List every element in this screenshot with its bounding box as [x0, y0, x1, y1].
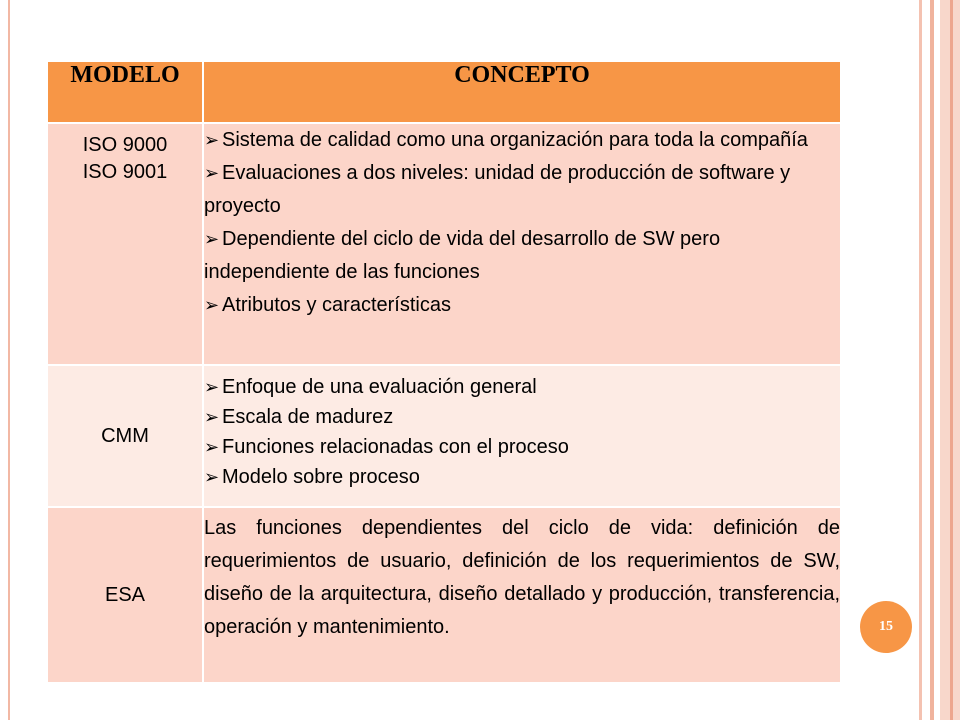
bullet-text: Escala de madurez — [222, 406, 394, 428]
slide-right-border-line — [950, 0, 953, 720]
arrowhead-bullet-icon: ➢ — [204, 295, 220, 315]
model-cell — [47, 507, 203, 683]
model-name: ISO 9001 — [82, 161, 168, 183]
arrowhead-bullet-icon: ➢ — [204, 163, 220, 183]
arrowhead-bullet-icon: ➢ — [204, 377, 220, 397]
list-item — [204, 372, 840, 402]
arrowhead-bullet-icon: ➢ — [204, 407, 220, 427]
model-name: ESA — [104, 583, 146, 606]
arrowhead-bullet-icon: ➢ — [204, 130, 220, 150]
list-item — [204, 289, 840, 322]
page-number-badge: 15 — [860, 601, 912, 653]
concept-cell — [203, 123, 841, 365]
list-item — [204, 432, 840, 462]
table-header-row — [47, 61, 841, 123]
table-row — [47, 123, 841, 365]
bullet-text: Sistema de calidad como una organización para toda la compañía — [222, 129, 808, 151]
bullet-text: Atributos y características — [222, 294, 451, 316]
models-table — [46, 60, 842, 684]
list-item — [204, 124, 840, 157]
concept-list — [204, 124, 840, 322]
bullet-text: Funciones relacionadas con el proceso — [222, 436, 569, 458]
list-item — [204, 157, 840, 223]
bullet-text: Evaluaciones a dos niveles: unidad de producción de software y proyecto — [204, 162, 791, 217]
model-cell — [47, 123, 203, 365]
arrowhead-bullet-icon: ➢ — [204, 229, 220, 249]
bullet-text: Enfoque de una evaluación general — [222, 376, 537, 398]
concept-paragraph: Las funciones dependientes del ciclo de vida: definición de requerimientos de usuario, definición de los requerimientos de SW, diseño de la arquitectura, diseño detallado y producción, transferencia, operación y mantenimiento. — [203, 507, 841, 683]
model-name: ISO 9000 — [82, 134, 168, 156]
list-item — [204, 462, 840, 492]
concept-list — [204, 372, 840, 492]
model-cell — [47, 365, 203, 507]
header-concept: CONCEPTO — [203, 61, 841, 123]
bullet-text: Modelo sobre proceso — [222, 466, 420, 488]
list-item — [204, 223, 840, 289]
arrowhead-bullet-icon: ➢ — [204, 437, 220, 457]
header-model: MODELO — [47, 61, 203, 123]
concept-cell — [203, 365, 841, 507]
bullet-text: Dependiente del ciclo de vida del desarrollo de SW pero independiente de las funciones — [204, 228, 721, 283]
list-item — [204, 402, 840, 432]
model-name: CMM — [101, 424, 149, 447]
slide-left-border — [8, 0, 10, 720]
table-row — [47, 365, 841, 507]
slide-right-border-line — [930, 0, 934, 720]
arrowhead-bullet-icon: ➢ — [204, 467, 220, 487]
table-row — [47, 507, 841, 683]
slide-right-border-line — [919, 0, 922, 720]
